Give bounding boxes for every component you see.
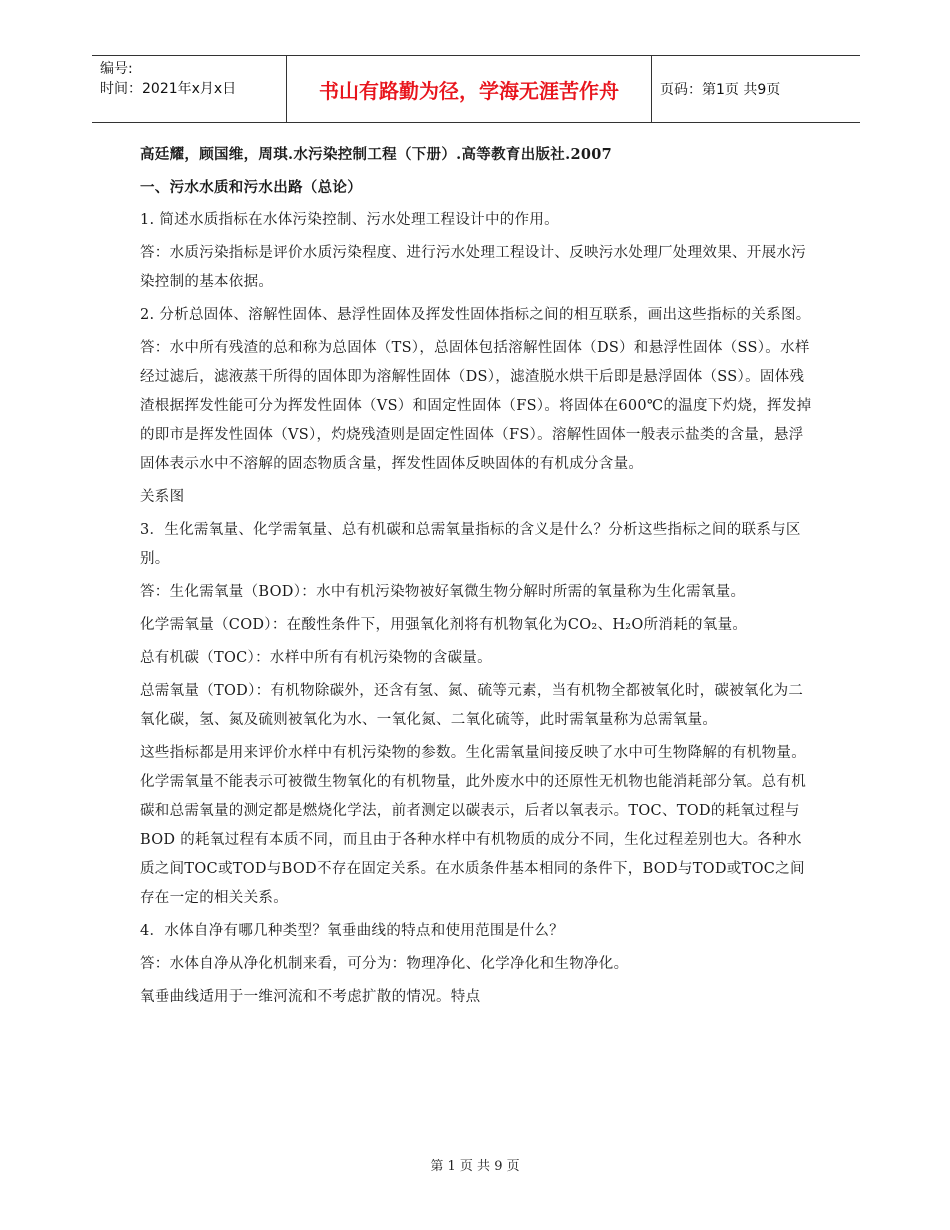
diagram-label: 关系图 xyxy=(140,489,185,505)
question-1: 1. 简述水质指标在水体污染控制、污水处理工程设计中的作用。 xyxy=(140,212,559,228)
document-body xyxy=(140,140,812,1012)
time-label: 时间：2021年x月x日 xyxy=(100,81,237,97)
answer-2: 答：水中所有残渣的总和称为总固体（TS），总固体包括溶解性固体（DS）和悬浮性固体（SS）。水样经过滤后，滤液蒸干所得的固体即为溶解性固体（DS），滤渣脱水烘干后即是悬浮固体（SS）。固体残渣根据挥发性能可分为挥发性固体（VS）和固定性固体（FS）。将固体在600℃的温度下灼烧，挥发掉的即市是挥发性固体（VS），灼烧残渣则是固定性固体（FS）。溶解性固体一般表示盐类的含量，悬浮固体表示水中不溶解的固态物质含量，挥发性固体反映固体的有机成分含量。 xyxy=(140,340,812,472)
header-meta xyxy=(92,56,286,122)
answer-1: 答：水质污染指标是评价水质污染程度、进行污水处理工程设计、反映污水处理厂处理效果、开展水污染控制的基本依据。 xyxy=(140,245,806,290)
page-footer xyxy=(0,1155,950,1174)
answer-3-relation: 这些指标都是用来评价水样中有机污染物的参数。生化需氧量间接反映了水中可生物降解的有机物量。化学需氧量不能表示可被微生物氧化的有机物量，此外废水中的还原性无机物也能消耗部分氧。总有机碳和总需氧量的测定都是燃烧化学法，前者测定以碳表示，后者以氧表示。TOC、TOD的耗氧过程与BOD 的耗氧过程有本质不同，而且由于各种水样中有机物质的成分不同，生化过程差别也大。各种水质之间TOC或TOD与BOD不存在固定关系。在水质条件基本相同的条件下，BOD与TOD或TOC之间存在一定的相关关系。 xyxy=(140,745,806,906)
header-page-info: 页码：第1页 共9页 xyxy=(660,82,781,98)
answer-3-toc: 总有机碳（TOC）：水样中所有有机污染物的含碳量。 xyxy=(140,650,492,666)
page-header xyxy=(92,55,860,123)
section-title: 一、污水水质和污水出路（总论） xyxy=(140,179,362,196)
reference-line: 高廷耀，顾国维，周琪.水污染控制工程（下册）.高等教育出版社.2007 xyxy=(140,146,612,163)
answer-3-tod: 总需氧量（TOD）：有机物除碳外，还含有氢、氮、硫等元素，当有机物全都被氧化时，碳被氧化为二氧化碳，氢、氮及硫则被氧化为水、一氧化氮、二氧化硫等，此时需氧量称为总需氧量。 xyxy=(140,683,804,728)
question-2: 2. 分析总固体、溶解性固体、悬浮性固体及挥发性固体指标之间的相互联系，画出这些指标的关系图。 xyxy=(140,307,811,323)
answer-4-curve: 氧垂曲线适用于一维河流和不考虑扩散的情况。特点 xyxy=(140,989,481,1005)
answer-3-bod: 答：生化需氧量（BOD）：水中有机污染物被好氧微生物分解时所需的氧量称为生化需氧量。 xyxy=(140,584,746,600)
answer-4: 答：水体自净从净化机制来看，可分为：物理净化、化学净化和生物净化。 xyxy=(140,956,629,972)
question-4: 4．水体自净有哪几种类型？氧垂曲线的特点和使用范围是什么？ xyxy=(140,923,564,939)
footer-page-number: 第 1 页 共 9 页 xyxy=(430,1159,520,1174)
question-3: 3．生化需氧量、化学需氧量、总有机碳和总需氧量指标的含义是什么？分析这些指标之间的联系与区别。 xyxy=(140,522,801,567)
answer-3-cod: 化学需氧量（COD）：在酸性条件下，用强氧化剂将有机物氧化为CO₂、H₂O所消耗的氧量。 xyxy=(140,617,748,633)
header-motto: 书山有路勤为径，学海无涯苦作舟 xyxy=(286,56,652,122)
number-label: 编号: xyxy=(100,61,133,77)
